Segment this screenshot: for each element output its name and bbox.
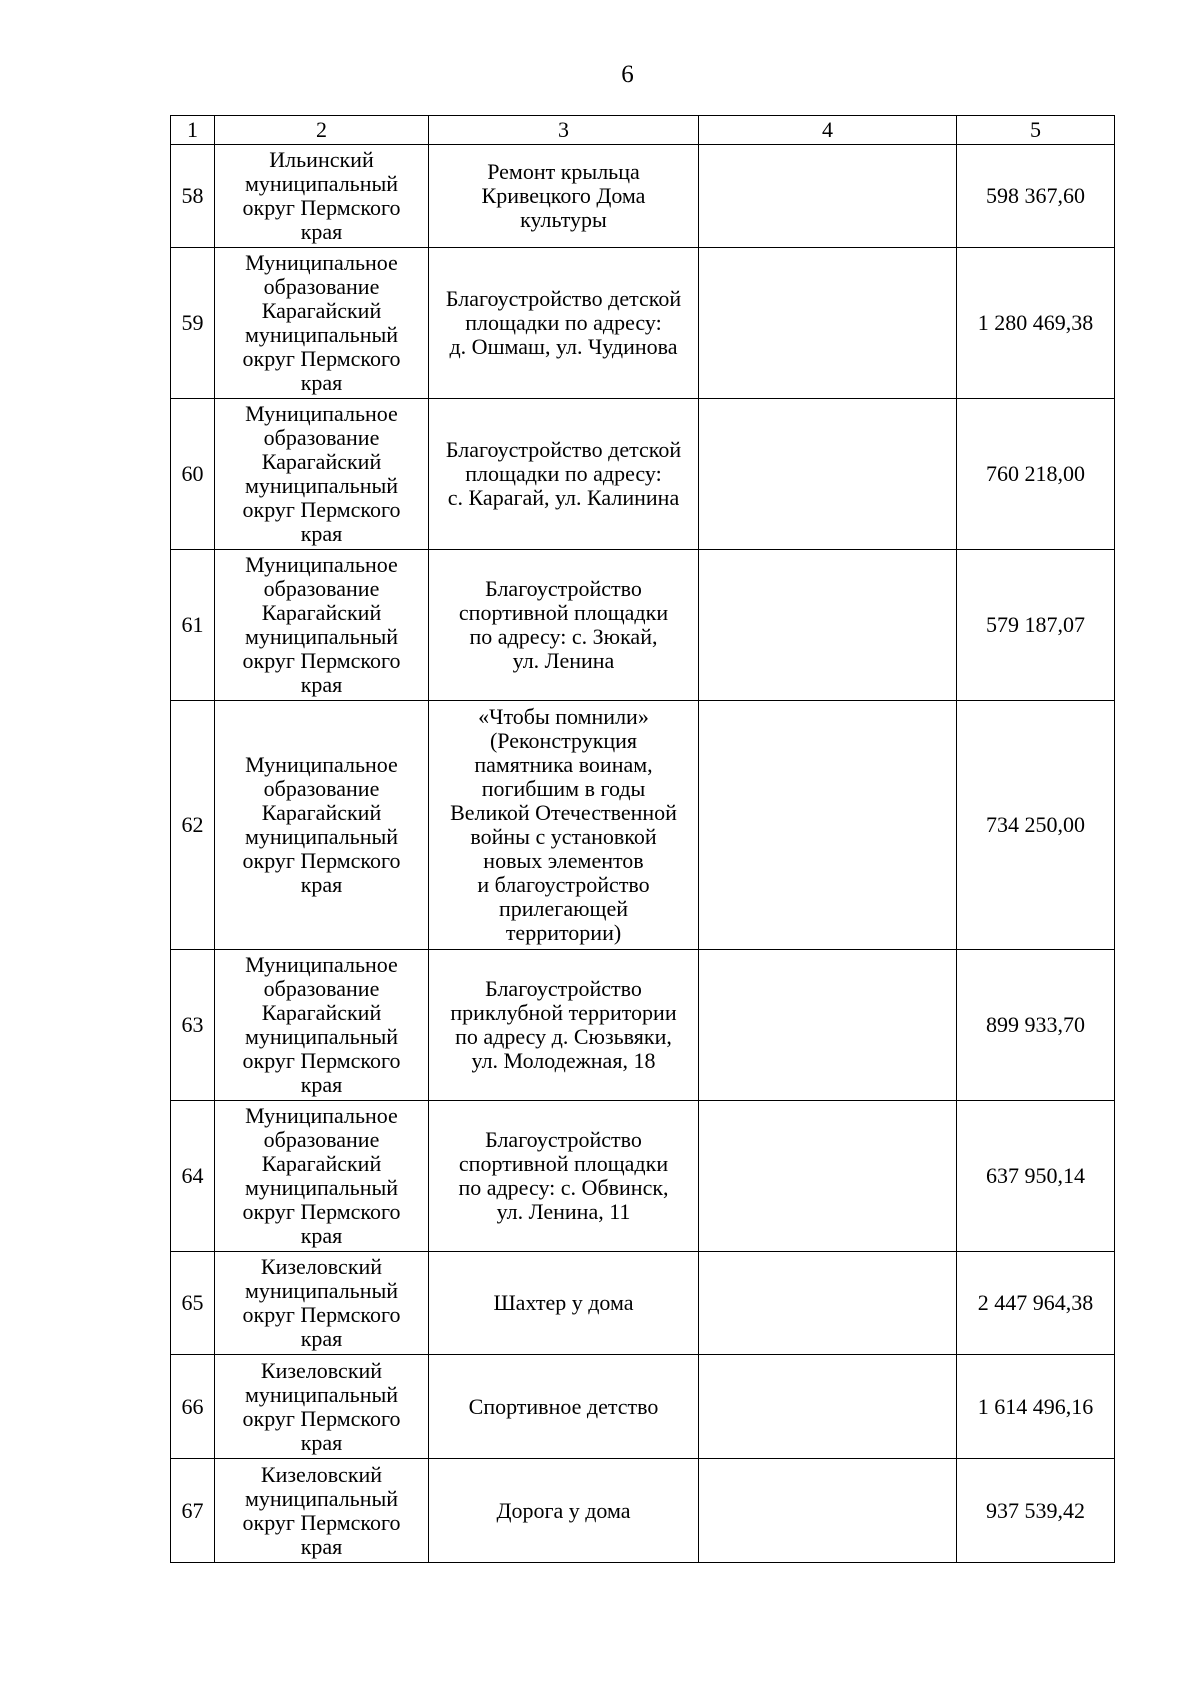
page-number: 6 [621,61,634,88]
row-number: 60 [171,399,215,550]
table-row [171,1101,1115,1252]
municipality-cell: Ильинский муниципальный округ Пермского края [215,145,429,248]
header-col-4: 4 [699,116,957,145]
table-row [171,145,1115,248]
amount-cell: 2 447 964,38 [957,1252,1115,1355]
project-cell: Благоустройство детской площадки по адресу: с. Карагай, ул. Калинина [429,399,699,550]
municipality-cell: Муниципальное образование Карагайский муниципальный округ Пермского края [215,399,429,550]
empty-cell [699,399,957,550]
municipality-cell: Муниципальное образование Карагайский муниципальный округ Пермского края [215,1101,429,1252]
empty-cell [699,1459,957,1563]
empty-cell [699,248,957,399]
empty-cell [699,950,957,1101]
header-col-3: 3 [429,116,699,145]
project-cell: «Чтобы помнили» (Реконструкция памятника воинам, погибшим в годы Великой Отечественной войны с установкой новых элементов и благоустройство прилегающей территории) [429,701,699,950]
amount-cell: 1 614 496,16 [957,1355,1115,1459]
project-cell: Дорога у дома [429,1459,699,1563]
project-cell: Благоустройство приклубной территории по адресу д. Сюзьвяки, ул. Молодежная, 18 [429,950,699,1101]
empty-cell [699,145,957,248]
header-col-5: 5 [957,116,1115,145]
empty-cell [699,1252,957,1355]
amount-cell: 637 950,14 [957,1101,1115,1252]
row-number: 58 [171,145,215,248]
empty-cell [699,550,957,701]
municipality-cell: Муниципальное образование Карагайский муниципальный округ Пермского края [215,701,429,950]
municipality-cell: Муниципальное образование Карагайский муниципальный округ Пермского края [215,950,429,1101]
row-number: 61 [171,550,215,701]
project-cell: Благоустройство детской площадки по адресу: д. Ошмаш, ул. Чудинова [429,248,699,399]
table-header-row [171,116,1115,145]
municipality-cell: Кизеловский муниципальный округ Пермского края [215,1355,429,1459]
row-number: 59 [171,248,215,399]
row-number: 63 [171,950,215,1101]
project-cell: Благоустройство спортивной площадки по адресу: с. Обвинск, ул. Ленина, 11 [429,1101,699,1252]
row-number: 67 [171,1459,215,1563]
table-row [171,399,1115,550]
municipality-cell: Муниципальное образование Карагайский муниципальный округ Пермского края [215,550,429,701]
header-col-1: 1 [171,116,215,145]
table-row [171,248,1115,399]
table-row [171,550,1115,701]
funding-table [170,115,1115,1563]
row-number: 66 [171,1355,215,1459]
amount-cell: 937 539,42 [957,1459,1115,1563]
municipality-cell: Кизеловский муниципальный округ Пермского края [215,1459,429,1563]
municipality-cell: Кизеловский муниципальный округ Пермского края [215,1252,429,1355]
project-cell: Благоустройство спортивной площадки по адресу: с. Зюкай, ул. Ленина [429,550,699,701]
project-cell: Шахтер у дома [429,1252,699,1355]
amount-cell: 734 250,00 [957,701,1115,950]
project-cell: Спортивное детство [429,1355,699,1459]
empty-cell [699,701,957,950]
table-row [171,950,1115,1101]
table-row [171,1459,1115,1563]
amount-cell: 1 280 469,38 [957,248,1115,399]
amount-cell: 579 187,07 [957,550,1115,701]
empty-cell [699,1355,957,1459]
row-number: 64 [171,1101,215,1252]
municipality-cell: Муниципальное образование Карагайский муниципальный округ Пермского края [215,248,429,399]
table-row [171,1355,1115,1459]
header-col-2: 2 [215,116,429,145]
row-number: 62 [171,701,215,950]
amount-cell: 598 367,60 [957,145,1115,248]
table-row [171,701,1115,950]
table-row [171,1252,1115,1355]
row-number: 65 [171,1252,215,1355]
amount-cell: 899 933,70 [957,950,1115,1101]
project-cell: Ремонт крыльца Кривецкого Дома культуры [429,145,699,248]
amount-cell: 760 218,00 [957,399,1115,550]
empty-cell [699,1101,957,1252]
